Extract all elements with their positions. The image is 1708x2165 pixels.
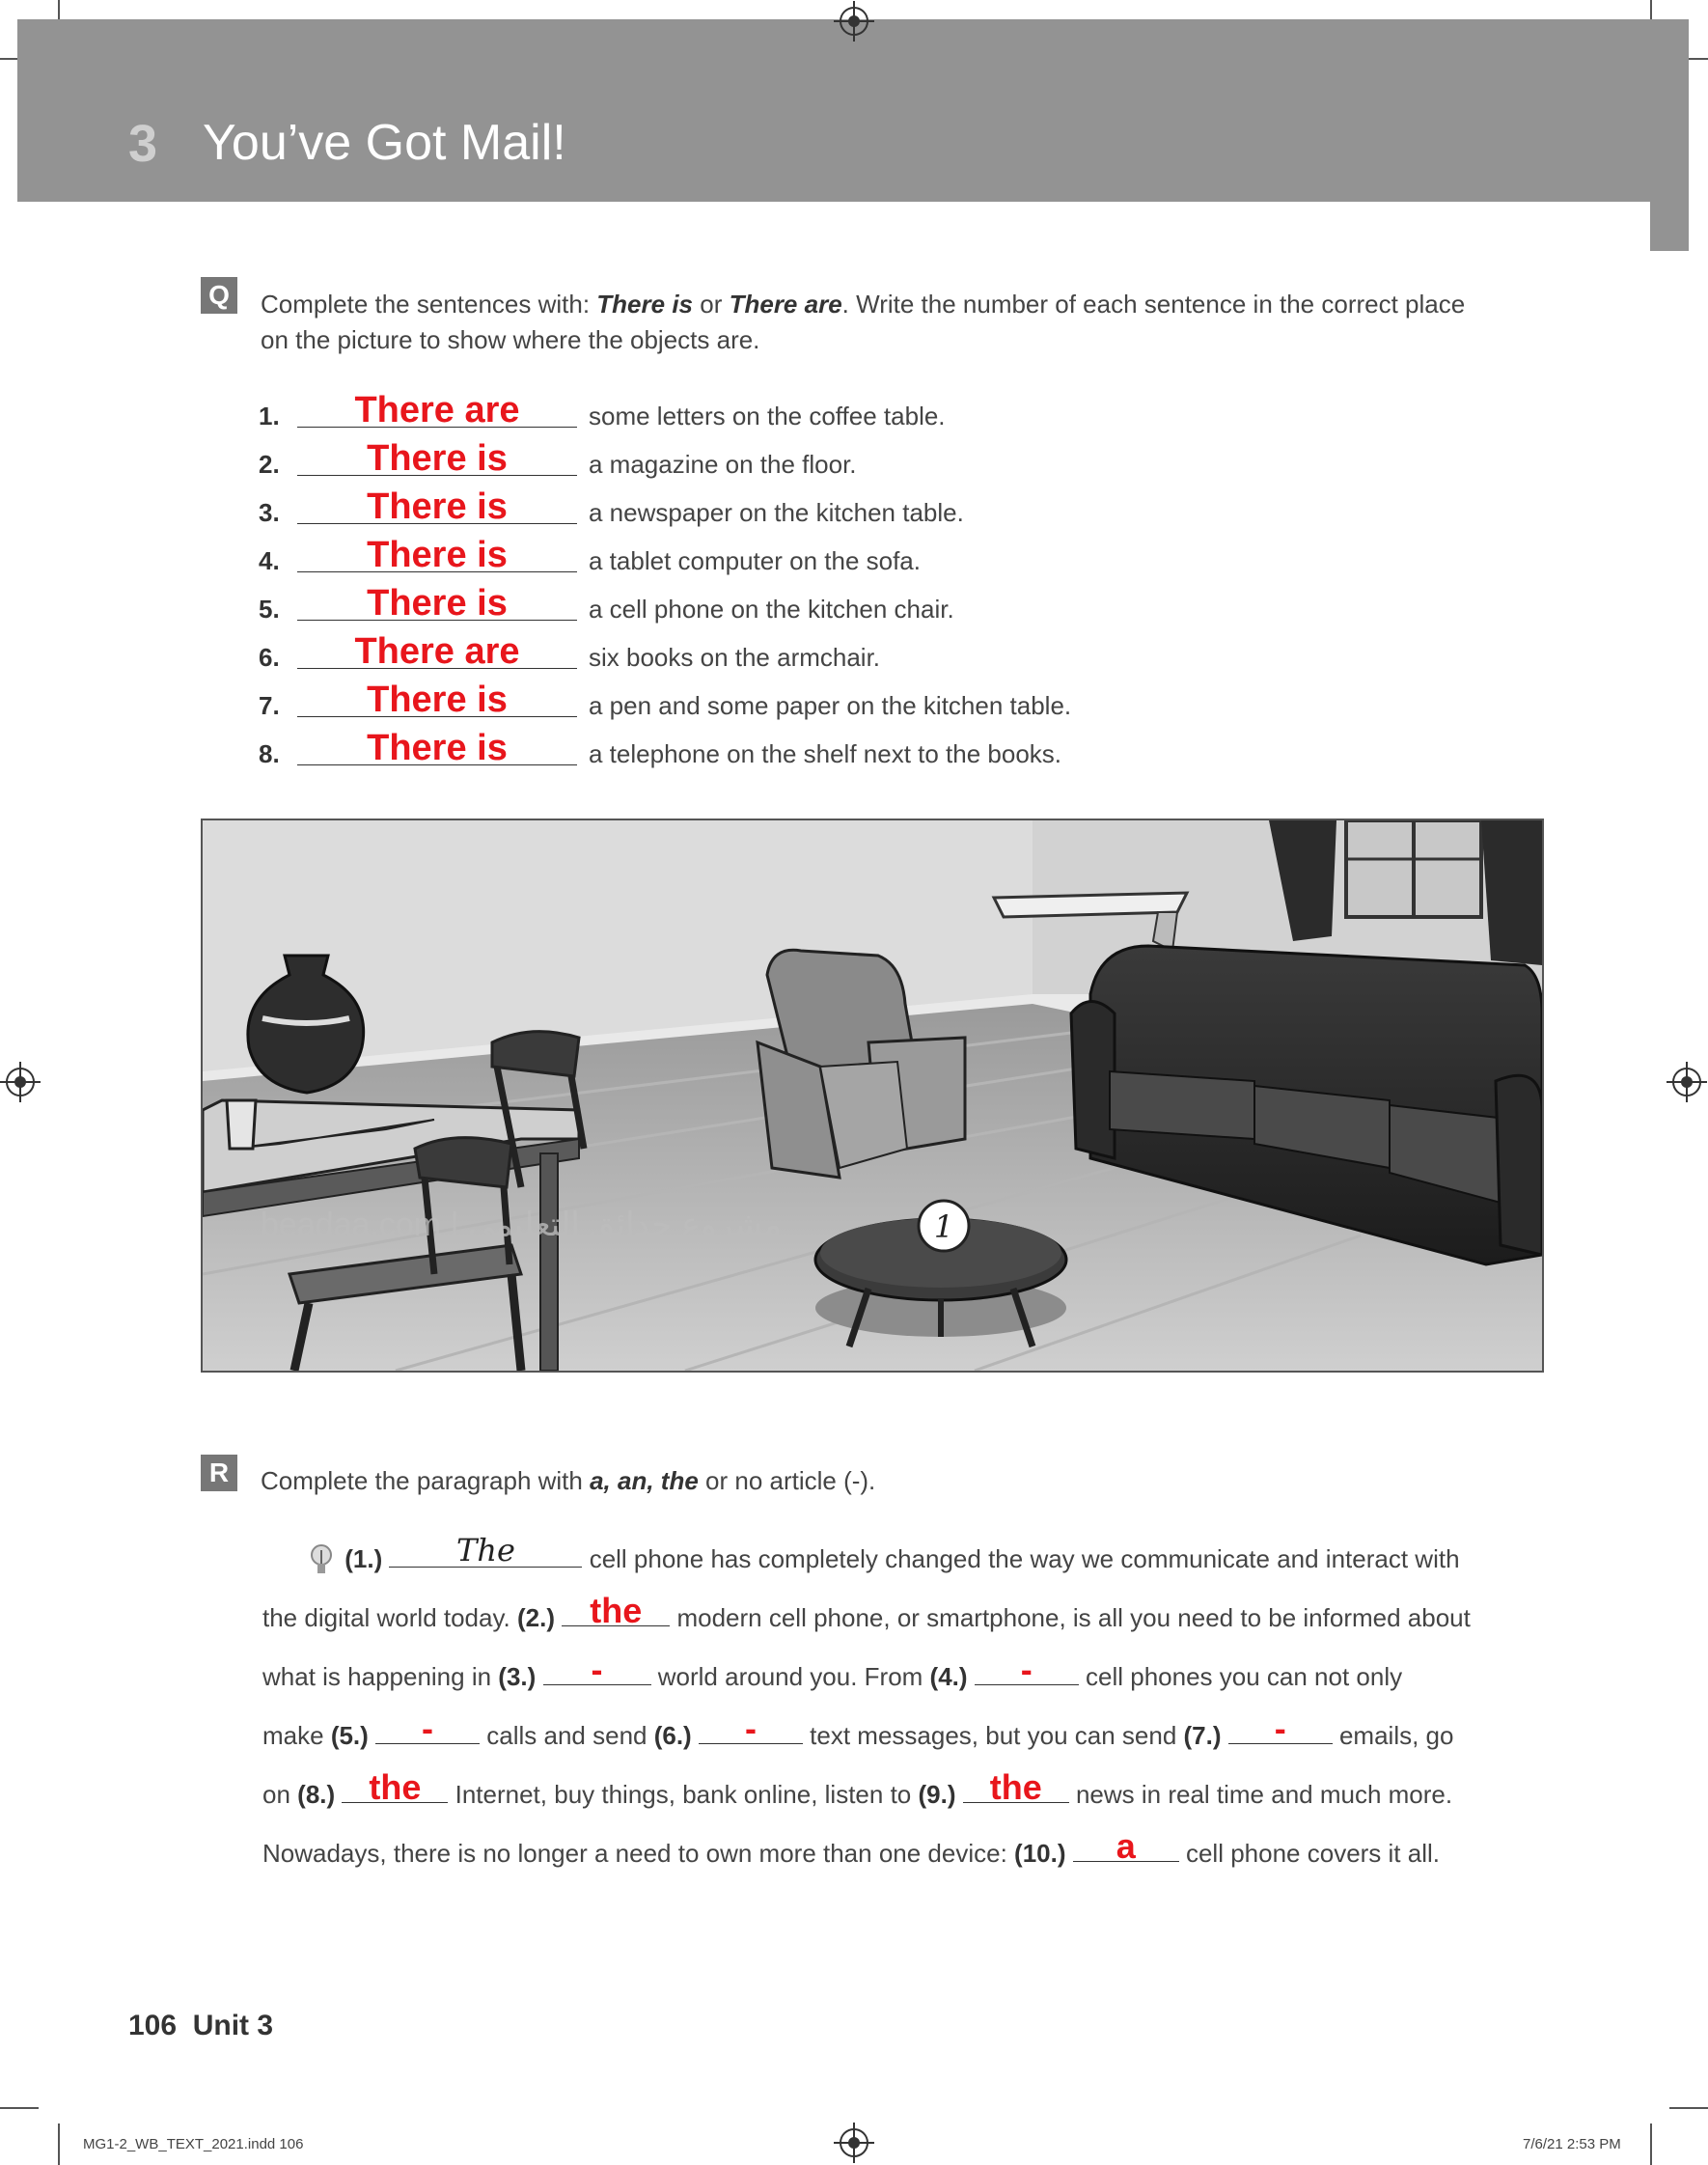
section-r-instructions: Complete the paragraph with a, an, the or no article (-). — [261, 1466, 876, 1495]
q-item-number: 5. — [259, 595, 280, 624]
slug-date: 7/6/21 2:53 PM — [1523, 2136, 1621, 2152]
answer-marker-number: 1 — [933, 1208, 954, 1245]
unit-label: Unit 3 — [192, 2010, 274, 2041]
registration-mark-icon — [840, 7, 868, 36]
crop-mark — [0, 2107, 39, 2109]
registration-mark-icon — [1672, 1068, 1701, 1096]
blank-1[interactable]: The — [389, 1541, 582, 1568]
q-item-text: a tablet computer on the sofa. — [589, 546, 921, 575]
paragraph-line-1: (1.) The cell phone has completely changed the way we communicate and interact with — [311, 1541, 1460, 1577]
q-item-number: 8. — [259, 739, 280, 768]
watermark-text: beadaa.com | مشروع حدائق التعليمي — [261, 1207, 782, 1243]
section-badge-r: R — [201, 1455, 237, 1491]
paragraph-line-2: the digital world today. (2.) the modern cell phone, or smartphone, is all you need to be informed about — [262, 1591, 1471, 1632]
blank-7[interactable]: - — [1228, 1718, 1333, 1744]
blank-9[interactable]: the — [963, 1777, 1069, 1803]
paragraph-line-3: what is happening in (3.) - world around you. From (4.) - cell phones you can not only — [262, 1650, 1403, 1691]
living-room-picture — [201, 819, 1544, 1373]
q-item-answer[interactable]: There is — [367, 583, 508, 624]
q-item-text: a telephone on the shelf next to the books. — [589, 739, 1062, 768]
crop-mark — [1650, 2123, 1652, 2165]
q-item-answer[interactable]: There is — [367, 486, 508, 527]
q-item-number: 2. — [259, 450, 280, 479]
blank-5[interactable]: - — [375, 1718, 480, 1744]
blank-4[interactable]: - — [975, 1659, 1079, 1685]
blank-3[interactable]: - — [543, 1659, 651, 1685]
q-item-answer[interactable]: There is — [367, 535, 508, 575]
section-badge-q: Q — [201, 277, 237, 314]
glass — [227, 1100, 256, 1149]
paragraph-line-6: Nowadays, there is no longer a need to own more than one device: (10.) a cell phone covers it all. — [262, 1826, 1440, 1868]
curtain-right — [1481, 820, 1542, 965]
q-item-answer[interactable]: There is — [367, 438, 508, 479]
page-number: 106 — [128, 2010, 178, 2041]
q-item-answer[interactable]: There is — [367, 728, 508, 768]
crop-mark — [1669, 2107, 1708, 2109]
q-item-text: a newspaper on the kitchen table. — [589, 498, 964, 527]
registration-mark-icon — [6, 1068, 35, 1096]
q-item-text: a magazine on the floor. — [589, 450, 857, 479]
blank-2[interactable]: the — [562, 1600, 670, 1626]
q-item-text: a cell phone on the kitchen chair. — [589, 595, 954, 624]
q-item-answer[interactable]: There are — [354, 390, 520, 430]
paragraph-line-5: on (8.) the Internet, buy things, bank online, listen to (9.) the news in real time and much more. — [262, 1767, 1453, 1809]
header-tab — [1650, 19, 1689, 251]
blank-6[interactable]: - — [699, 1718, 803, 1744]
q-item-number: 6. — [259, 643, 280, 672]
q-item-number: 3. — [259, 498, 280, 527]
q-item-text: some letters on the coffee table. — [589, 402, 946, 430]
q-item-answer[interactable]: There are — [354, 631, 520, 672]
unit-header-band — [17, 19, 1650, 202]
q-item-number: 7. — [259, 691, 280, 720]
crop-mark — [58, 2123, 60, 2165]
blank-8[interactable]: the — [342, 1777, 448, 1803]
q-item-number: 4. — [259, 546, 280, 575]
q-item-text: six books on the armchair. — [589, 643, 881, 672]
page-footer — [128, 2010, 273, 2042]
q-item-number: 1. — [259, 402, 280, 430]
q-item-answer[interactable]: There is — [367, 680, 508, 720]
slug-file: MG1-2_WB_TEXT_2021.indd 106 — [83, 2136, 304, 2152]
lightbulb-icon — [311, 1544, 332, 1577]
registration-mark-icon — [840, 2128, 868, 2157]
q-item-text: a pen and some paper on the kitchen table. — [589, 691, 1072, 720]
paragraph-line-4: make (5.) - calls and send (6.) - text messages, but you can send (7.) - emails, go — [262, 1708, 1454, 1750]
unit-title: You’ve Got Mail! — [203, 115, 566, 171]
section-q-instructions: Complete the sentences with: There is or There are. Write the number of each sentence in the correct place on the picture to show where the objects are. — [261, 290, 1466, 354]
blank-10[interactable]: a — [1073, 1836, 1179, 1862]
unit-number: 3 — [128, 115, 158, 173]
